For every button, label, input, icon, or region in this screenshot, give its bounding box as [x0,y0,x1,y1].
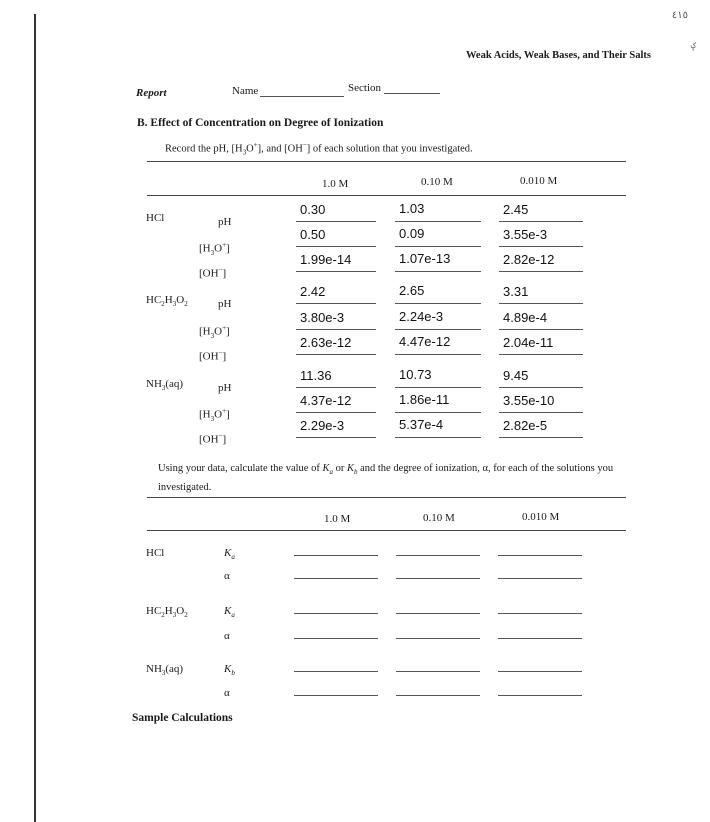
value-cell: 4.37e-12 [300,393,352,408]
answer-line [395,246,481,247]
answer-line [499,412,583,413]
table1-header-rule [147,195,626,196]
section-label: Section [348,82,381,94]
answer-line [498,613,582,614]
value-cell: 2.82e-5 [503,418,548,433]
answer-line [396,555,480,556]
compound-hc2h3o2: $HC_2H_3O_2$ [146,605,188,620]
answer-line [395,412,481,413]
answer-line [396,578,480,579]
answer-line [499,221,583,222]
answer-line [395,437,481,438]
name-blank [260,96,344,97]
answer-line [296,221,376,222]
answer-line [499,354,583,355]
quantity-label: pH [218,216,232,228]
answer-line [296,354,376,355]
quantity-label: $K_a$ [224,605,235,620]
answer-line [294,638,378,639]
answer-line [294,555,378,556]
running-header: Weak Acids, Weak Bases, and Their Salts [466,50,651,61]
answer-line [499,387,583,388]
value-cell: 2.24e-3 [399,309,444,324]
value-cell: 2.29e-3 [300,418,345,433]
quantity-label: $[H_3O^+]$ [199,407,230,423]
value-cell: 11.36 [300,368,332,383]
answer-line [499,246,583,247]
quantity-label: [OH−] [199,266,227,280]
quantity-label: α [224,570,230,582]
answer-line [296,437,376,438]
table1-conc-1: 1.0 M [322,178,349,190]
value-cell: 4.89e-4 [503,310,548,325]
quantity-label: pH [218,382,232,394]
quantity-label: pH [218,298,232,310]
quantity-label: $K_b$ [224,663,235,678]
answer-line [498,578,582,579]
answer-line [498,671,582,672]
compound-nh3-aq: $NH_3(aq)$ [146,378,184,393]
answer-line [498,638,582,639]
instructions: Record the pH, $[H_3O^+]$, and [OH−] of each solution that you investigated. [165,141,473,157]
value-cell: 3.55e-10 [503,393,555,408]
answer-line [294,578,378,579]
value-cell: 3.80e-3 [300,310,345,325]
answer-line [294,695,378,696]
value-cell: 0.30 [300,202,326,217]
answer-line [294,613,378,614]
name-label: Name [232,85,259,97]
corner-mark-2: ؼ [690,40,696,50]
answer-line [395,221,481,222]
answer-line [296,246,376,247]
table1-conc-2: 0.10 M [421,176,453,188]
value-cell: 3.31 [503,284,529,299]
quantity-label: [OH−] [199,432,227,446]
value-cell: 4.47e-12 [399,334,451,349]
answer-line [395,303,481,304]
compound-hcl: HCl [146,212,165,224]
value-cell: 1.07e-13 [399,251,451,266]
answer-line [396,695,480,696]
report-label: Report [136,87,167,99]
answer-line [395,271,481,272]
answer-line [499,271,583,272]
answer-line [395,387,481,388]
value-cell: 0.09 [399,226,425,241]
quantity-label: [OH−] [199,349,227,363]
table2-top-rule [147,497,626,498]
answer-line [396,671,480,672]
value-cell: 9.45 [503,368,529,383]
answer-line [499,437,583,438]
table1-conc-3: 0.010 M [520,175,558,187]
value-cell: 2.04e-11 [503,335,554,350]
value-cell: 1.99e-14 [300,252,352,267]
quantity-label: $[H_3O^+]$ [199,324,230,340]
section-blank [384,93,440,94]
section-b-title: B. Effect of Concentration on Degree of Ionization [137,117,384,129]
compound-hc2h3o2: $HC_2H_3O_2$ [146,294,188,309]
value-cell: 0.50 [300,227,326,242]
answer-line [396,613,480,614]
value-cell: 3.55e-3 [503,227,548,242]
value-cell: 2.82e-12 [503,252,555,267]
value-cell: 2.63e-12 [300,335,352,350]
answer-line [395,329,481,330]
table2-header-rule [147,530,626,531]
quantity-label: α [224,630,230,642]
answer-line [499,329,583,330]
value-cell: 5.37e-4 [399,417,444,432]
answer-line [296,412,376,413]
instructions-2: Using your data, calculate the value of $K_a$ or $K_b$ and the degree of ionization, α, for each of the solutions you investigated. [158,463,614,494]
value-cell: 1.86e-11 [399,392,450,407]
value-cell: 2.42 [300,284,326,299]
answer-line [396,638,480,639]
quantity-label: α [224,687,230,699]
answer-line [498,555,582,556]
answer-line [296,271,376,272]
corner-mark: ٤١٥ [671,10,688,21]
answer-line [395,354,481,355]
table1-top-rule [147,161,626,162]
compound-hcl: HCl [146,547,165,559]
answer-line [296,387,376,388]
answer-line [294,671,378,672]
value-cell: 2.45 [503,202,529,217]
page-left-edge [34,14,36,822]
sample-calculations-heading: Sample Calculations [132,712,233,724]
answer-line [498,695,582,696]
value-cell: 10.73 [399,367,432,382]
quantity-label: $[H_3O^+]$ [199,241,230,257]
answer-line [296,329,376,330]
answer-line [499,303,583,304]
table2-conc-2: 0.10 M [423,512,455,524]
value-cell: 2.65 [399,283,425,298]
value-cell: 1.03 [399,201,425,216]
table2-conc-3: 0.010 M [522,511,560,523]
answer-line [296,303,376,304]
table2-conc-1: 1.0 M [324,513,351,525]
quantity-label: $K_a$ [224,547,235,562]
compound-nh3-aq: $NH_3(aq)$ [146,663,184,678]
